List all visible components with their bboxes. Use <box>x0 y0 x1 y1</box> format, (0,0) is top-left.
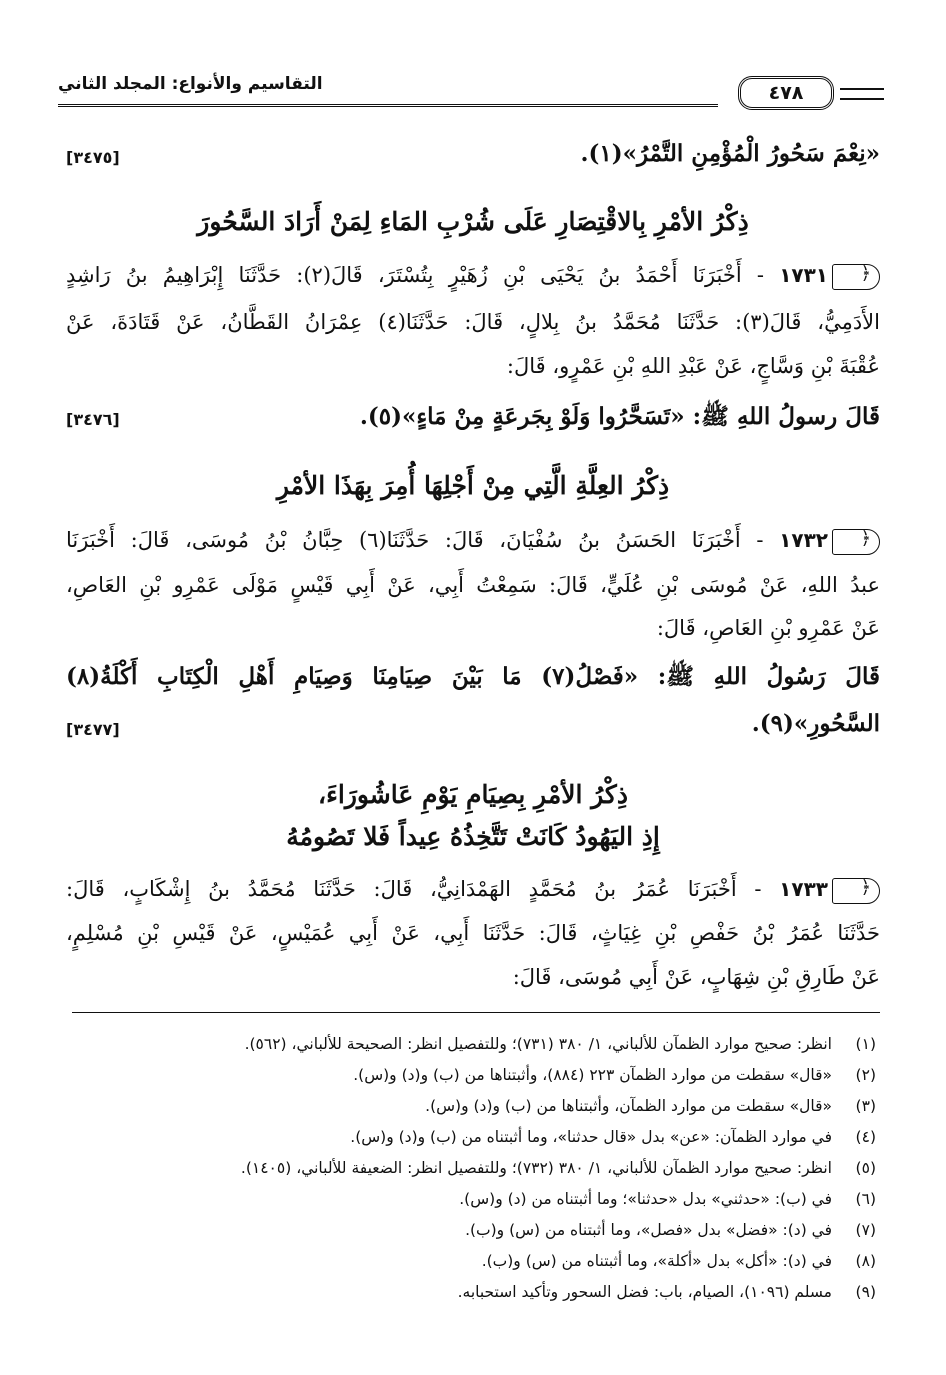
hadith-text: قَالَ رسولُ اللهِ ﷺ: «تَسَحَّرُوا وَلَوْ بِجَرعَةٍ مِنْ مَاءٍ»(٥). <box>359 403 880 430</box>
hadith-number: ١٧٣٢ <box>779 528 828 552</box>
isnad-line <box>66 528 880 555</box>
isnad-line <box>66 877 880 904</box>
header-ornament <box>840 88 884 100</box>
hadith-text: قَالَ رَسُولُ اللهِ ﷺ: «فَصْلُ(٧) مَا بَيْنَ صِيَامِنَا وَصِيَامِ أَهْلِ الْكِتَابِ أَكْلَةُ(٨) <box>66 663 880 690</box>
hadith-number: ١٧٣٣ <box>779 877 828 901</box>
section-heading: ذِكْرُ الأمْرِ بِالاقْتِصَارِ عَلَى شُرْبِ المَاءِ لِمَنْ أَرَادَ السَّحُورَ <box>197 207 749 236</box>
page-header <box>58 70 884 118</box>
hadith-marker-icon <box>832 264 880 290</box>
footnote: (٣)«قال» سقطت من موارد الظمآن، وأثبتناها من (ب) و(د) و(س). <box>425 1097 876 1115</box>
section-heading: ذِكْرُ الأمْرِ بِصِيَامِ يَوْمِ عَاشُورَاءَ، <box>318 780 628 809</box>
isnad-line: عَنْ طَارِقِ بْنِ شِهَابٍ، عَنْ أَبِي مُوسَى، قَالَ: <box>512 965 880 989</box>
isnad-line: عَنْ عَمْرِو بْنِ العَاصِ، قَالَ: <box>656 616 880 640</box>
isnad-line: عبدُ اللهِ، عَنْ مُوسَى بْنِ عُلَيٍّ، قَالَ: سَمِعْتُ أَبِي، عَنْ أَبِي قَيْسٍ مَوْلَى عَمْرِو بْنِ العَاصِ، <box>66 573 880 597</box>
hadith-number: ١٧٣١ <box>779 263 829 287</box>
footnote: (٤)في موارد الظمآن: «عن» بدل «قال حدثنا»، وما أثبتناه من (ب) و(د) و(س). <box>350 1128 876 1146</box>
isnad-line: حَدَّثَنَا عُمَرُ بْنُ حَفْصِ بْنِ غِيَاثٍ، قَالَ: حَدَّثَنَا أَبِي، عَنْ أَبِي عُمَيْسٍ، عَنْ قَيْسِ بْنِ مُسْلِمٍ، <box>66 921 880 945</box>
footnote: (٨)في (د): «أكل» بدل «أكلة»، وما أثبتناه من (س) و(ب). <box>481 1252 876 1270</box>
footnote: (٧)في (د): «فضل» بدل «فصل»، وما أثبتناه من (س) و(ب). <box>465 1221 876 1239</box>
footnote: (١)انظر: صحيح موارد الظمآن للألباني، ١/ ٣٨٠ (٧٣١)؛ وللتفصيل انظر: الصحيحة للألباني، (٥٦٢). <box>244 1035 876 1053</box>
header-rule <box>58 104 718 107</box>
section-heading: ذِكْرُ العِلَّةِ الَّتِي مِنْ أَجْلِهَا أُمِرَ بِهَذَا الأمْرِ <box>276 471 670 500</box>
hadith-text-prev: «نِعْمَ سَحُورُ الْمُؤْمِنِ التَّمْرُ»(١). <box>580 140 880 167</box>
footnote: (٦)في (ب): «حدثني» بدل «حدثنا»؛ وما أثبتناه من (د) و(س). <box>459 1190 876 1208</box>
isnad-line <box>66 263 880 290</box>
section-heading: إِذِ اليَهُودُ كَانَتْ تَتَّخِذُهُ عِيداً فَلا تَصُومُهُ <box>286 822 660 851</box>
hadith-text: السَّحُورِ»(٩). <box>751 710 880 737</box>
footnote: (٥)انظر: صحيح موارد الظمآن للألباني، ١/ ٣٨٠ (٧٣٢)؛ وللتفصيل انظر: الضعيفة للألباني، (١٤٠٥). <box>240 1159 876 1177</box>
isnad-line: عُقْبَةَ بْنِ وَسَّاجٍ، عَنْ عَبْدِ اللهِ بْنِ عَمْرٍو، قَالَ: <box>506 354 880 378</box>
hadith-marker-icon <box>832 878 880 904</box>
reference-number: [٣٤٧٥] <box>66 148 120 167</box>
footnote: (٩)مسلم (١٠٩٦)، الصيام، باب: فضل السحور وتأكيد استحبابه. <box>457 1283 876 1301</box>
isnad-text: - أَخْبَرَنَا الحَسَنُ بنُ سُفْيَانَ، قَالَ: حَدَّثَنَا(٦) حِبَّانُ بْنُ مُوسَى، قَالَ: أَخْبَرَنَا <box>66 528 764 552</box>
page-number: ٤٧٨ <box>768 82 804 104</box>
page-number-box <box>738 76 834 110</box>
isnad-text: - أَخْبَرَنَا أَحْمَدُ بنُ يَحْيَى بْنِ زُهَيْرٍ بِتُسْتَرَ، قَالَ(٢): حَدَّثَنَا إِبْرَاهِيمُ بنُ رَاشِدٍ <box>66 263 764 287</box>
footnote-separator <box>72 1012 880 1013</box>
book-title: التقاسيم والأنواع: المجلد الثاني <box>58 74 323 94</box>
reference-number: [٣٤٧٧] <box>66 720 120 739</box>
isnad-line: الأَدَمِيُّ، قَالَ(٣): حَدَّثَنَا مُحَمَّدُ بنُ بِلالٍ، قَالَ: حَدَّثَنَا(٤) عِمْرَانُ القَطَّانُ، عَنْ قَتَادَةَ، عَنْ <box>66 310 880 334</box>
reference-number: [٣٤٧٦] <box>66 410 120 429</box>
hadith-marker-icon <box>832 529 880 555</box>
footnote: (٢)«قال» سقطت من موارد الظمآن ٢٢٣ (٨٨٤)، وأثبتناها من (ب) و(د) و(س). <box>353 1066 876 1084</box>
isnad-text: - أَخْبَرَنَا عُمَرُ بنُ مُحَمَّدٍ الهَمْدَانِيُّ، قَالَ: حَدَّثَنَا مُحَمَّدُ بنُ إِشْكَابٍ، قَالَ: <box>66 877 762 901</box>
